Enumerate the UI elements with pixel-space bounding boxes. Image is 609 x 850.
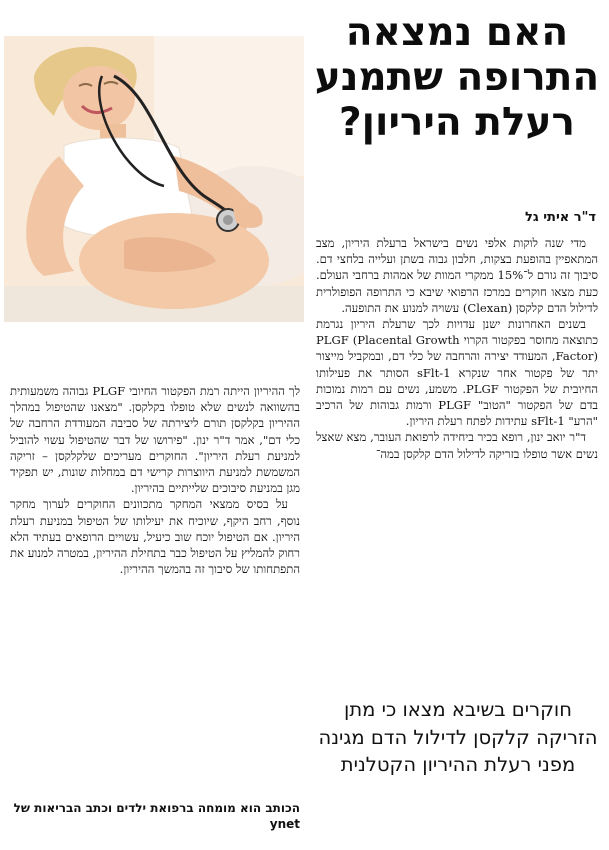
pull-quote: חוקרים בשיבא מצאו כי מתן הזריקה קלקסן לדילול הדם מגינה מפני רעלת ההיריון הקטלנית [318,698,598,776]
body-paragraph: מדי שנה לוקות אלפי נשים בישראל ברעלת היריון, מצב המתאפיין בהופעת בצקות, חלבון גבוה בשתן ועלייה בלחצי דם. סיבוך זה גורם ל־15% ממקרי המוות של אמהות ברחבי העולם. כעת מצאו חוקרים במרכז הרפואי שיבא כי התרופה הפופולרית לדילול הדם קלקסן (Clexan) עשויה למנוע את התופעה. [316,236,598,315]
article-photo [4,36,304,322]
body-paragraph: בשנים האחרונות ישנן עדויות לכך שרעלת היריון נגרמת כתוצאה מחוסר בפקטור הקרוי PLGF (Placental Growth Factor), המעודד יצירה והרחבה של כלי דם, ובמקביל מייצור יתר של פקטור אחר שנקרא sFlt-1 הסותר את פעילותו החיובית של הפקטור PLGF. משמע, נשים עם רמות נמוכות בדם של הפקטור "הטוב" PLGF ורמות גבוהות של הרכיב "הרע" sFlt-1 עתידות לפתח רעלת היריון. [316,317,598,429]
article-headline: האם נמצאה התרופה שתמנע רעלת היריון? [314,10,600,145]
body-paragraph: על בסיס ממצאי המחקר מתכוונים החוקרים לערוך מחקר נוסף, רחב היקף, שיוכיח את יעילותו של הטיפול במניעת רעלת היריון. אם הטיפול יוכח שוב כיעיל, עשויים הרופאים בעתיד הלא רחוק להמליץ על הטיפול כבר בתחילת ההיריון, במטרה למנוע את התפתחותו של סיבוך זה בהמשך ההיריון. [10,497,300,577]
article-body-left-column [10,383,300,791]
body-paragraph: ד"ר יואב ינון, רופא בכיר ביחידה לרפואת העובר, מצא שאצל נשים אשר טופלו בזריקה לדילול הדם קלקסן במה־ [316,430,598,461]
article-byline: ד"ר איתי גל [525,210,596,225]
article-body-right-column [316,235,598,690]
pregnant-woman-stethoscope-illustration [4,36,304,322]
body-paragraph: לך ההיריון הייתה רמת הפקטור החיובי PLGF גבוהה משמעותית בהשוואה לנשים שלא טופלו בקלקסן. "מצאנו שהטיפול במהלך ההיריון בקלקסן תורם ליצירתה של סביבה המעודדת הרחבה של כלי דם", אמר ד"ר ינון. "פירושו של דבר שהטיפול עשוי להוביל למניעת רעלת היריון". החוקרים מעריכים שלקלקסן – זריקה המשמשת למניעת היווצרות קרישי דם במחלות שונות, יש תפקיד מגן במניעת סיבוכים שלייתיים בהיריון. [10,384,300,496]
author-credit: הכותב הוא מומחה ברפואת ילדים וכתב הבריאות של ynet [13,801,300,831]
